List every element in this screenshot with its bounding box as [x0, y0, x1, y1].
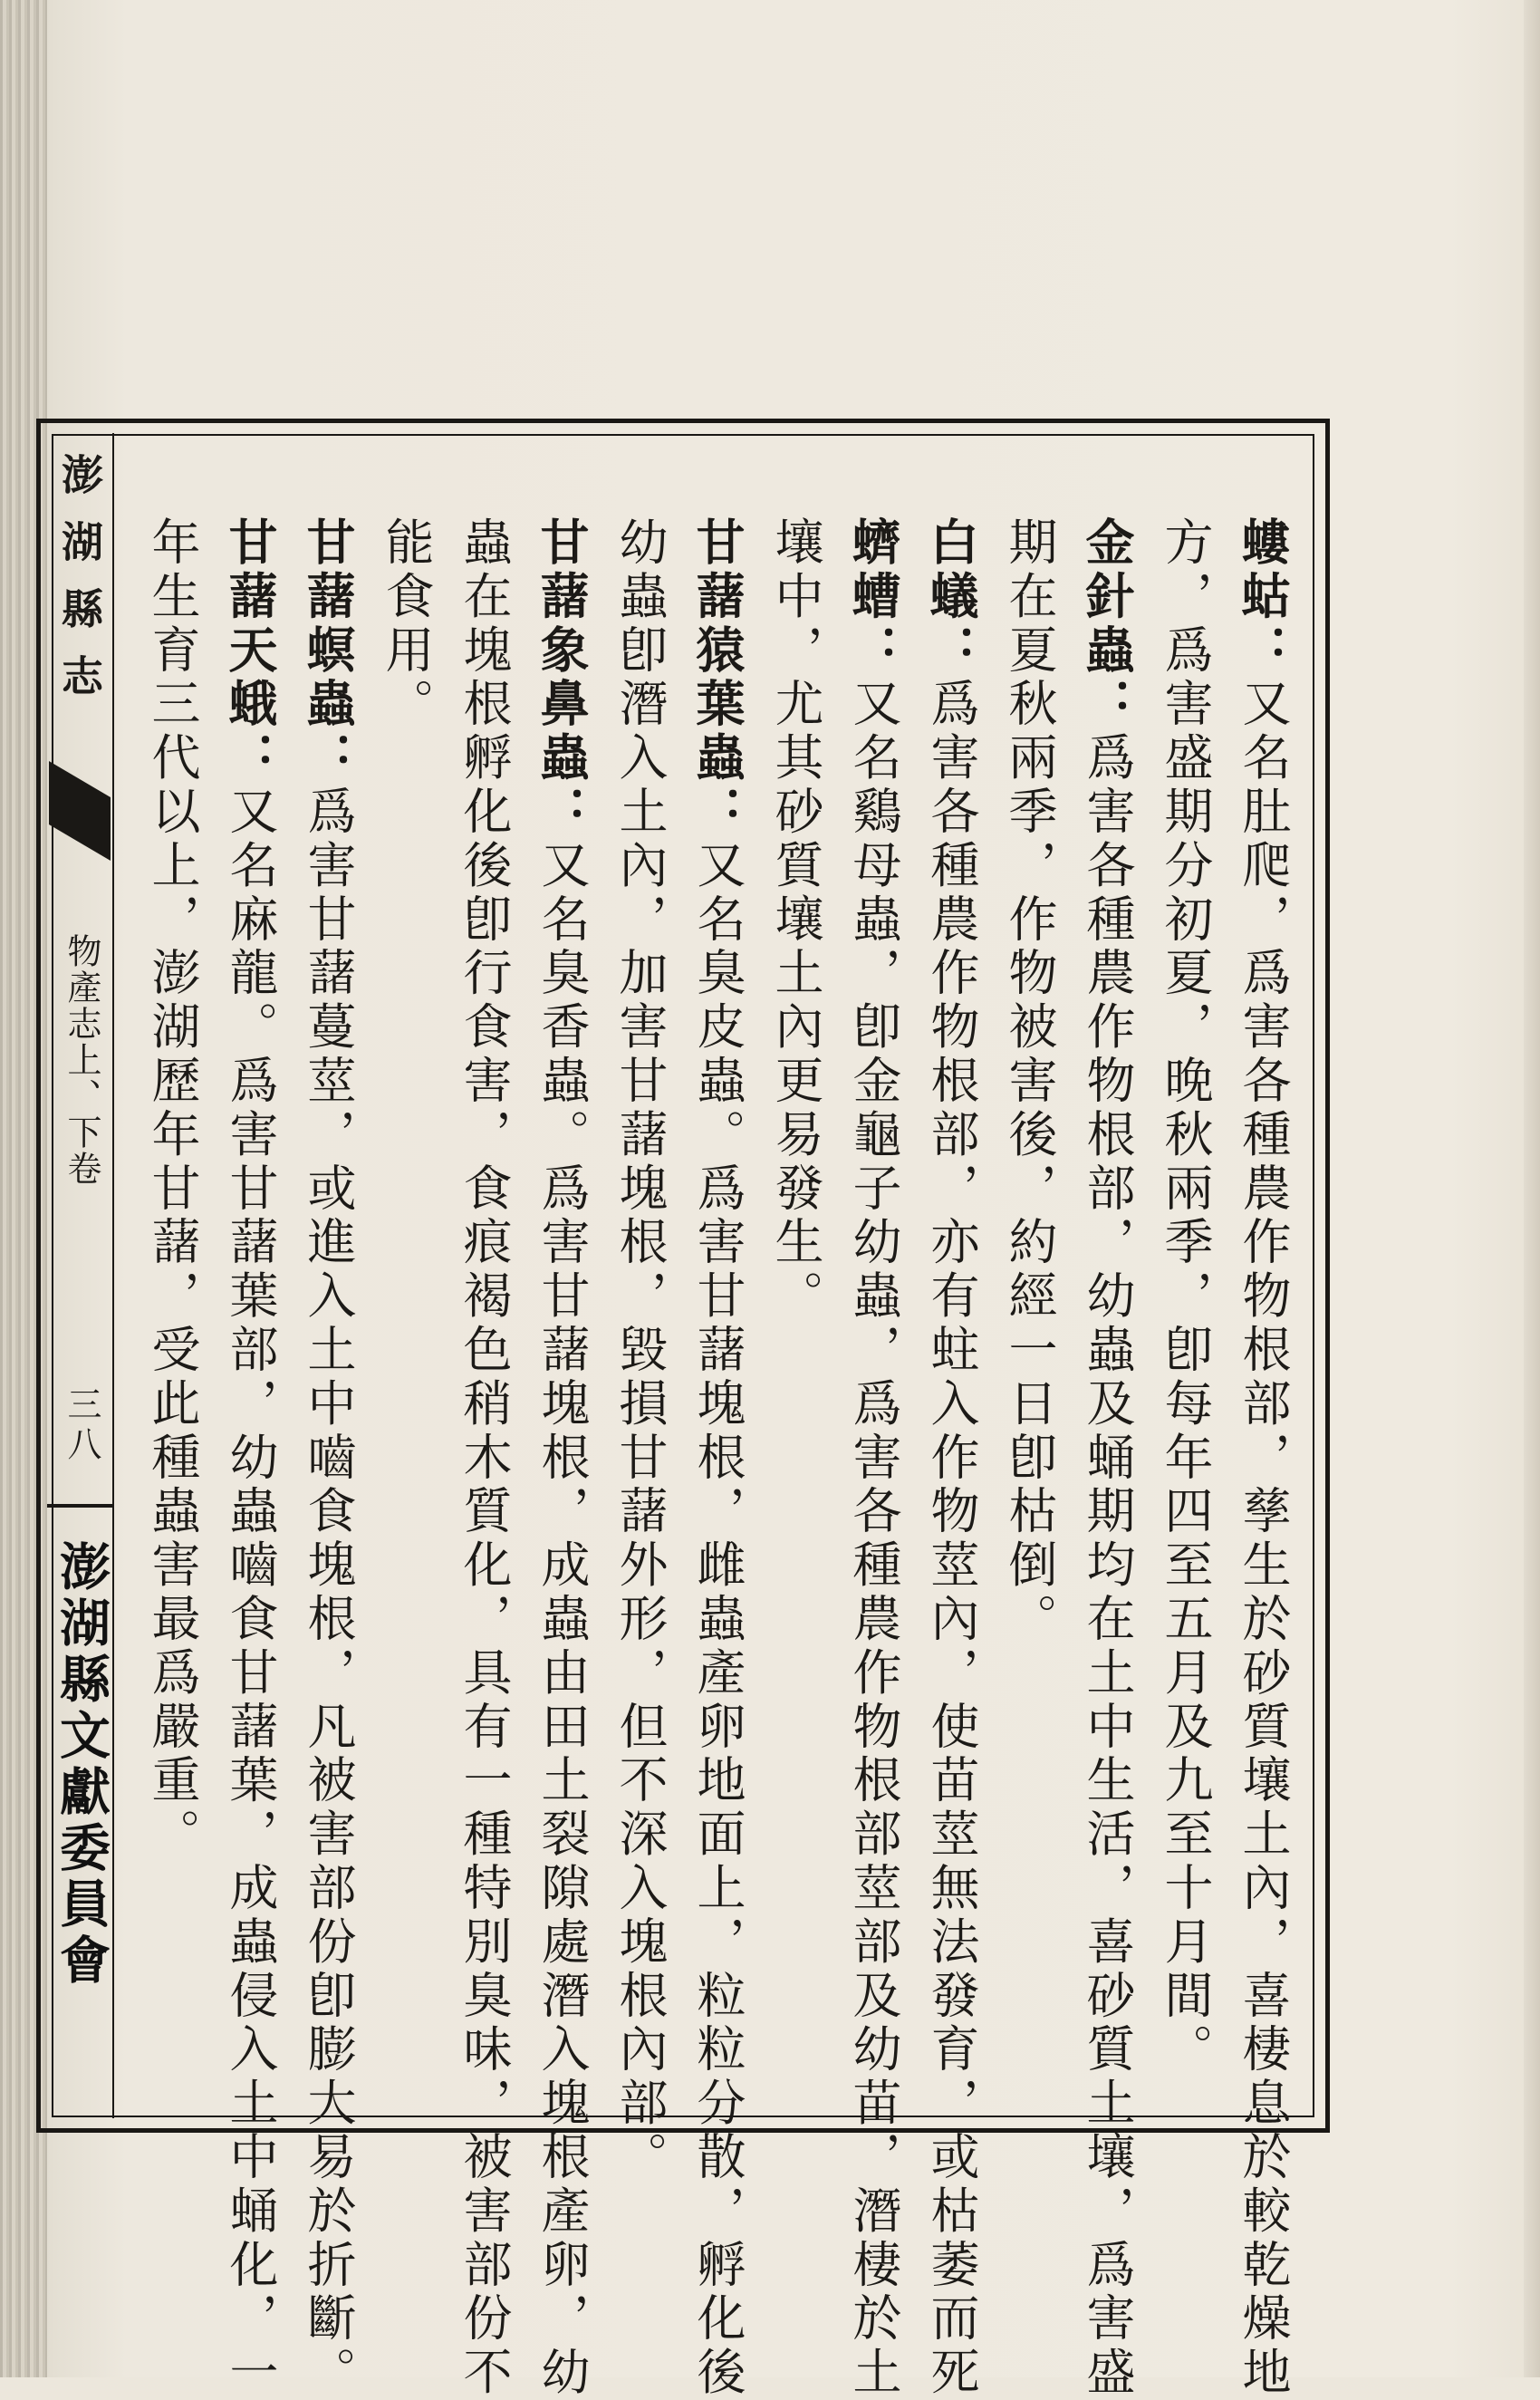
entry-text: 又名鷄母蟲，卽金龜子幼蟲，爲害各種農作物根部莖部及幼苗，潛棲於土: [845, 678, 902, 2400]
margin-rule: [47, 1504, 112, 1508]
section-title: 物產志上、下卷: [62, 933, 101, 1187]
entry-text: 又名臭皮蟲。爲害甘藷塊根，雌蟲產卵地面上，粒粒分散，孵化後: [689, 839, 746, 2400]
entry-term: 蠐螬：: [844, 516, 902, 679]
text-column: [295, 516, 361, 2400]
entry-text: 壤中，尤其砂質壤土內更易發生。: [767, 516, 824, 1324]
entry-text: 方，爲害盛期分初夏，晚秋兩季，卽每年四至五月及九至十月間。: [1157, 516, 1214, 2077]
text-column: [763, 516, 828, 2075]
entry-text: 爲害各種農作物根部，亦有蛀入作物莖內，使苗莖無法發育，或枯萎而死: [923, 678, 980, 2400]
text-column: [996, 516, 1062, 2075]
entry-term: 甘藷天蛾：: [221, 516, 279, 786]
entry-text: 能食用。: [378, 516, 435, 732]
entry-term: 螻蛄：: [1234, 516, 1292, 679]
page-edge: [1524, 0, 1540, 2377]
entry-text: 又名麻龍。爲害甘藷葉部，幼蟲嚙食甘藷葉，成蟲侵入土中蛹化，一: [222, 786, 279, 2400]
entry-term: 金針蟲：: [1078, 516, 1136, 732]
entry-text: 又名臭香蟲。爲害甘藷塊根，成蟲由田土裂隙處潛入塊根產卵，幼: [534, 839, 591, 2400]
publisher-imprint: 澎湖縣文獻委員會: [52, 1540, 111, 1990]
text-column: [217, 516, 283, 2400]
text-column: [1074, 516, 1140, 2400]
body-text: [136, 516, 1295, 2400]
text-column: [1152, 516, 1218, 2075]
entry-text: 期在夏秋兩季，作物被害後，約經一日卽枯倒。: [1001, 516, 1058, 1647]
entry-text: 爲害甘藷蔓莖，或進入土中嚙食塊根，凡被害部份卽膨大易於折斷。: [300, 786, 357, 2400]
text-column: [919, 516, 984, 2400]
entry-term: 甘藷猿葉蟲：: [688, 516, 746, 840]
book-title: 澎湖縣志: [55, 453, 104, 721]
text-column: [841, 516, 906, 2400]
entry-text: 年生育三代以上，澎湖歷年甘藷，受此種蟲害最爲嚴重。: [144, 516, 201, 1862]
text-column: [607, 516, 672, 2185]
entry-term: 甘藷象鼻蟲：: [533, 516, 591, 840]
text-column: [140, 516, 205, 2075]
entry-text: 幼蟲卽潛入土內，加害甘藷塊根，毀損甘藷外形，但不深入塊根內部。: [611, 516, 669, 2185]
entry-term: 甘藷螟蟲：: [299, 516, 357, 786]
entry-term: 白蟻：: [922, 516, 980, 679]
text-column: [685, 516, 750, 2400]
entry-text: 蟲在塊根孵化後卽行食害，食痕褐色稍木質化，具有一種特別臭味，被害部份不: [456, 516, 513, 2400]
entry-text: 爲害各種農作物根部，幼蟲及蛹期均在土中生活，喜砂質土壤，爲害盛: [1079, 731, 1136, 2400]
text-column: [529, 516, 594, 2400]
fish-tail-mark: [49, 761, 111, 861]
text-column: [451, 516, 516, 2400]
text-column: [373, 516, 438, 2075]
text-column: [1230, 516, 1295, 2400]
entry-text: 又名肚爬，爲害各種農作物根部，孳生於砂質壤土內，喜棲息於較乾燥地: [1235, 678, 1292, 2400]
page-number: 三八: [62, 1386, 101, 1466]
